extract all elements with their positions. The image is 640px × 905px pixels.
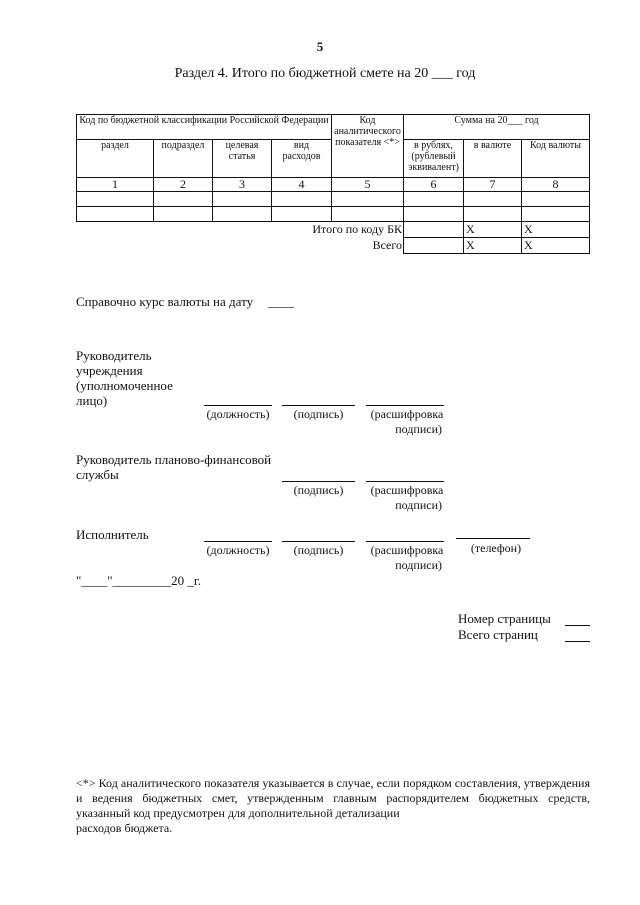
signature-line: [366, 405, 444, 406]
total-all-label: Всего: [77, 238, 404, 254]
executor-label: Исполнитель: [76, 527, 149, 542]
table-row: [77, 207, 590, 222]
subheader-podrazdel: подраздел: [154, 140, 213, 178]
column-number: 1: [77, 178, 154, 192]
column-number: 6: [404, 178, 464, 192]
date-line: "____"_________20 _г.: [76, 573, 201, 588]
signature-line: [366, 481, 444, 482]
caption-decode: (расшифровка: [370, 407, 444, 421]
caption-signature: (подпись): [293, 407, 344, 421]
x-mark: X: [464, 222, 522, 238]
page-number-label: Номер страницы: [458, 611, 551, 626]
table-row: [77, 192, 590, 207]
head-label: Руководитель учреждения (уполномоченное лицо): [76, 348, 173, 408]
total-bk-row: [77, 222, 590, 238]
total-all-row: [77, 238, 590, 254]
subheader-rub: в рублях, (рублевый эквивалент): [404, 140, 464, 178]
column-number: 7: [464, 178, 522, 192]
finance-head-label: Руководитель планово-финансовой службы: [76, 452, 272, 482]
signature-line: [282, 405, 355, 406]
caption-decode-2: подписи): [395, 558, 442, 572]
page-number-line: [565, 625, 590, 626]
caption-decode: (расшифровка: [370, 483, 444, 497]
header-bk: Код по бюджетной классификации Российской Федерации: [77, 115, 332, 140]
total-pages-label: Всего страниц: [458, 627, 538, 642]
total-pages-line: [565, 641, 590, 642]
column-number: 5: [332, 178, 404, 192]
page-number: 5: [316, 39, 324, 54]
header-analytic: Код аналитического показателя <*>: [332, 115, 404, 178]
subheader-valuta: в валюте: [464, 140, 522, 178]
signature-line: [204, 541, 272, 542]
caption-decode-2: подписи): [395, 498, 442, 512]
signature-line: [282, 541, 355, 542]
column-number: 4: [272, 178, 332, 192]
subheader-razdel: раздел: [77, 140, 154, 178]
caption-position: (должность): [206, 407, 270, 421]
section-title: Раздел 4. Итого по бюджетной смете на 20 ___ год: [174, 66, 476, 81]
caption-phone: (телефон): [470, 541, 522, 555]
reference-rate-blank: ____: [268, 294, 294, 309]
subheader-celevaya: целевая статья: [213, 140, 272, 178]
header-sum: Сумма на 20___ год: [404, 115, 590, 140]
subheader-kod-valuty: Код валюты: [522, 140, 590, 178]
signature-line: [282, 481, 355, 482]
footnote-last-line: расходов бюджета.: [76, 821, 173, 835]
footnote: [76, 776, 590, 836]
column-number: 8: [522, 178, 590, 192]
caption-decode-2: подписи): [395, 422, 442, 436]
caption-signature: (подпись): [293, 483, 344, 497]
signature-line: [456, 538, 530, 539]
column-number: 2: [154, 178, 213, 192]
column-number: 3: [213, 178, 272, 192]
footnote-text: <*> Код аналитического показателя указывается в случае, если порядком составления, утверждения и ведения бюджетных смет, утвержденным главным распорядителем бюджетных средств, указанный код предусмотрен для дополнительной детализации: [76, 776, 590, 820]
caption-signature: (подпись): [293, 543, 344, 557]
x-mark: X: [464, 238, 522, 254]
signature-line: [204, 405, 272, 406]
x-mark: X: [522, 222, 590, 238]
budget-table: [76, 114, 590, 254]
total-bk-label: Итого по коду БК: [77, 222, 404, 238]
reference-rate-label: Справочно курс валюты на дату: [76, 294, 254, 309]
x-mark: X: [522, 238, 590, 254]
caption-decode: (расшифровка: [370, 543, 444, 557]
subheader-vid: вид расходов: [272, 140, 332, 178]
signature-line: [366, 541, 444, 542]
caption-position: (должность): [206, 543, 270, 557]
